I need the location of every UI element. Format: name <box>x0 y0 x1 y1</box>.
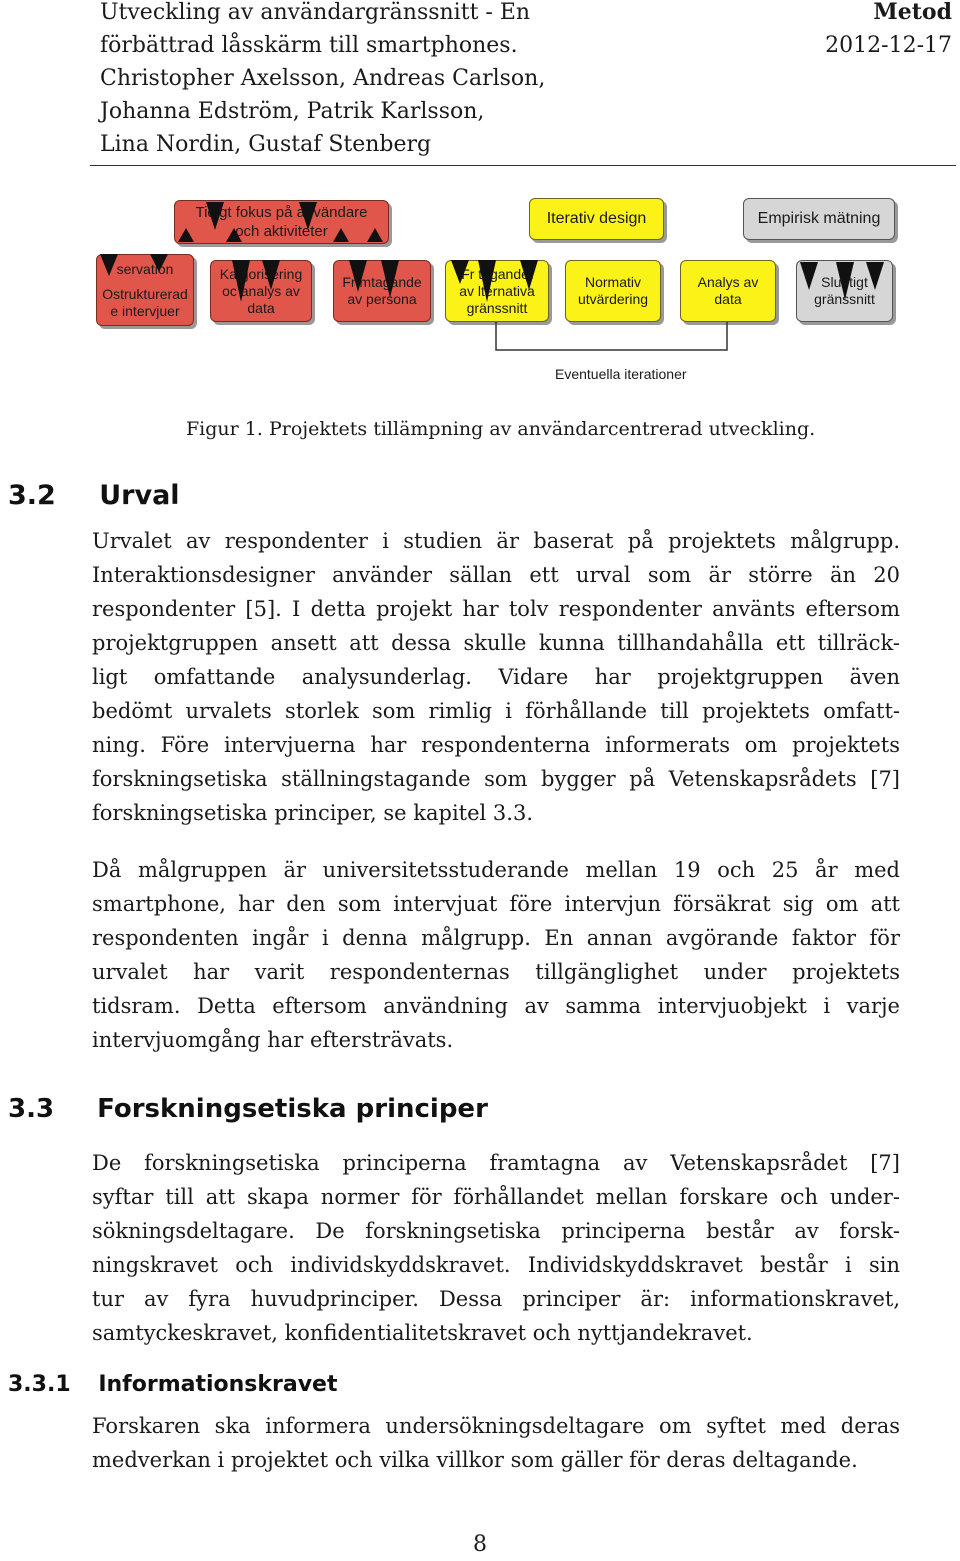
header-title-line: Utveckling av användargränssnitt - En <box>100 0 531 25</box>
step-label: Ostrukturerad <box>102 285 188 302</box>
text-line: De forskningsetiska principerna framtagna av Vetenskapsrådet [7] <box>92 1151 900 1175</box>
loop-label: Eventuella iterationer <box>555 366 687 382</box>
step-label: data <box>714 291 742 307</box>
running-header-title <box>100 0 620 161</box>
step-label: Slut tigt <box>821 274 868 290</box>
running-header-meta <box>825 0 952 62</box>
text-line: medverkan i projektet och vilka villkor som gäller för deras deltagande. <box>92 1448 858 1472</box>
page-number: 8 <box>473 1532 487 1557</box>
text-line: ningskravet och individskyddskravet. Individskyddskravet består i sin <box>92 1253 900 1277</box>
text-line: respondenter [5]. I detta projekt har tolv respondenter använts eftersom <box>92 597 900 621</box>
text-line: forskningsetiska principer, se kapitel 3.3. <box>92 801 533 825</box>
header-title-line: Lina Nordin, Gustaf Stenberg <box>100 132 432 157</box>
text-line: tidsram. Detta eftersom användning av samma intervjuobjekt i varje <box>92 994 900 1018</box>
text-line: ning. Före intervjuerna har respondenterna informerats om projektets <box>92 733 900 757</box>
heading-title: Urval <box>99 480 180 511</box>
text-line: bedömt urvalets storlek som rimlig i förhållande till projektets omfatt- <box>92 699 900 723</box>
step-label: av lternativa <box>459 282 535 299</box>
step-label: servation <box>116 260 174 277</box>
step-label: av persona <box>347 291 417 307</box>
text-line: tur av fyra huvudprinciper. Dessa principer är: informationskravet, <box>92 1287 900 1311</box>
step-label: Fr mtagande <box>342 274 422 290</box>
phase-label: Tidigt fokus på användare <box>195 204 368 221</box>
process-figure <box>0 190 960 400</box>
heading-title: Informationskravet <box>98 1372 338 1397</box>
header-title-line: förbättrad låsskärm till smartphones. <box>100 33 518 58</box>
heading-number: 3.3 <box>8 1094 55 1124</box>
text-line: smartphone, har den som intervjuat före intervjun försäkrat sig om att <box>92 892 900 916</box>
text-line: Interaktionsdesigner använder sällan ett urval som är större än 20 <box>92 563 900 587</box>
heading-3-3 <box>8 1094 488 1124</box>
text-line: ligt omfattande analysunderlag. Vidare har projektgruppen även <box>92 665 900 689</box>
header-title-line: Christopher Axelsson, Andreas Carlson, <box>100 66 546 91</box>
step-label: Ka gorisering <box>219 265 303 282</box>
step-label: Analys av <box>697 274 759 290</box>
heading-title: Forskningsetiska principer <box>97 1094 488 1124</box>
paragraph-3-3-1 <box>92 1409 900 1477</box>
text-line: intervjuomgång har eftersträvats. <box>92 1028 454 1052</box>
step-label: Normativ <box>584 274 641 290</box>
step-label: data <box>247 299 275 316</box>
text-line: forskningsetiska ställningstagande som bygger på Vetenskapsrådets [7] <box>92 767 900 791</box>
text-line: syftar till att skapa normer för förhållandet mellan forskare och under- <box>92 1185 900 1209</box>
heading-3-3-1 <box>8 1372 338 1397</box>
text-line: samtyckeskravet, konfidentialitetskravet och nyttjandekravet. <box>92 1321 753 1345</box>
step-label: gränssnitt <box>814 291 875 307</box>
step-label: Fr tagandet <box>461 265 533 282</box>
header-date: 2012-12-17 <box>825 33 952 58</box>
text-line: Forskaren ska informera undersökningsdeltagare om syftet med deras <box>92 1414 900 1438</box>
header-title-line: Johanna Edström, Patrik Karlsson, <box>100 99 485 124</box>
text-line: Urvalet av respondenter i studien är baserat på projektets målgrupp. <box>92 529 900 553</box>
iteration-loop <box>0 190 960 400</box>
text-line: urvalet har varit respondenternas tillgänglighet under projektets <box>92 960 900 984</box>
heading-number: 3.3.1 <box>8 1372 71 1397</box>
step-label: gränssnitt <box>466 299 528 316</box>
text-line: projektgruppen ansett att dessa skulle kunna tillhandahålla ett tillräck- <box>92 631 900 655</box>
text-line: sökningsdeltagare. De forskningsetiska principerna består av forsk- <box>92 1219 900 1243</box>
step-label: e intervjuer <box>110 302 180 319</box>
header-section: Metod <box>873 0 952 25</box>
figure-caption: Figur 1. Projektets tillämpning av användarcentrerad utveckling. <box>186 418 816 440</box>
paragraph-3-3 <box>92 1146 900 1350</box>
step-label: oc analys av <box>222 282 300 299</box>
phase-label: och aktiviteter <box>235 223 328 240</box>
text-line: Då målgruppen är universitetsstuderande mellan 19 och 25 år med <box>92 858 900 882</box>
heading-3-2 <box>8 480 180 511</box>
phase-label: Iterativ design <box>546 210 647 227</box>
header-rule <box>90 165 956 166</box>
paragraph-3-2-b <box>92 853 900 1057</box>
heading-number: 3.2 <box>8 480 56 511</box>
phase-label: Empirisk mätning <box>757 210 881 227</box>
step-label: utvärdering <box>577 291 649 307</box>
paragraph-3-2-a <box>92 524 900 830</box>
text-line: respondenten ingår i denna målgrupp. En annan avgörande faktor för <box>92 926 900 950</box>
